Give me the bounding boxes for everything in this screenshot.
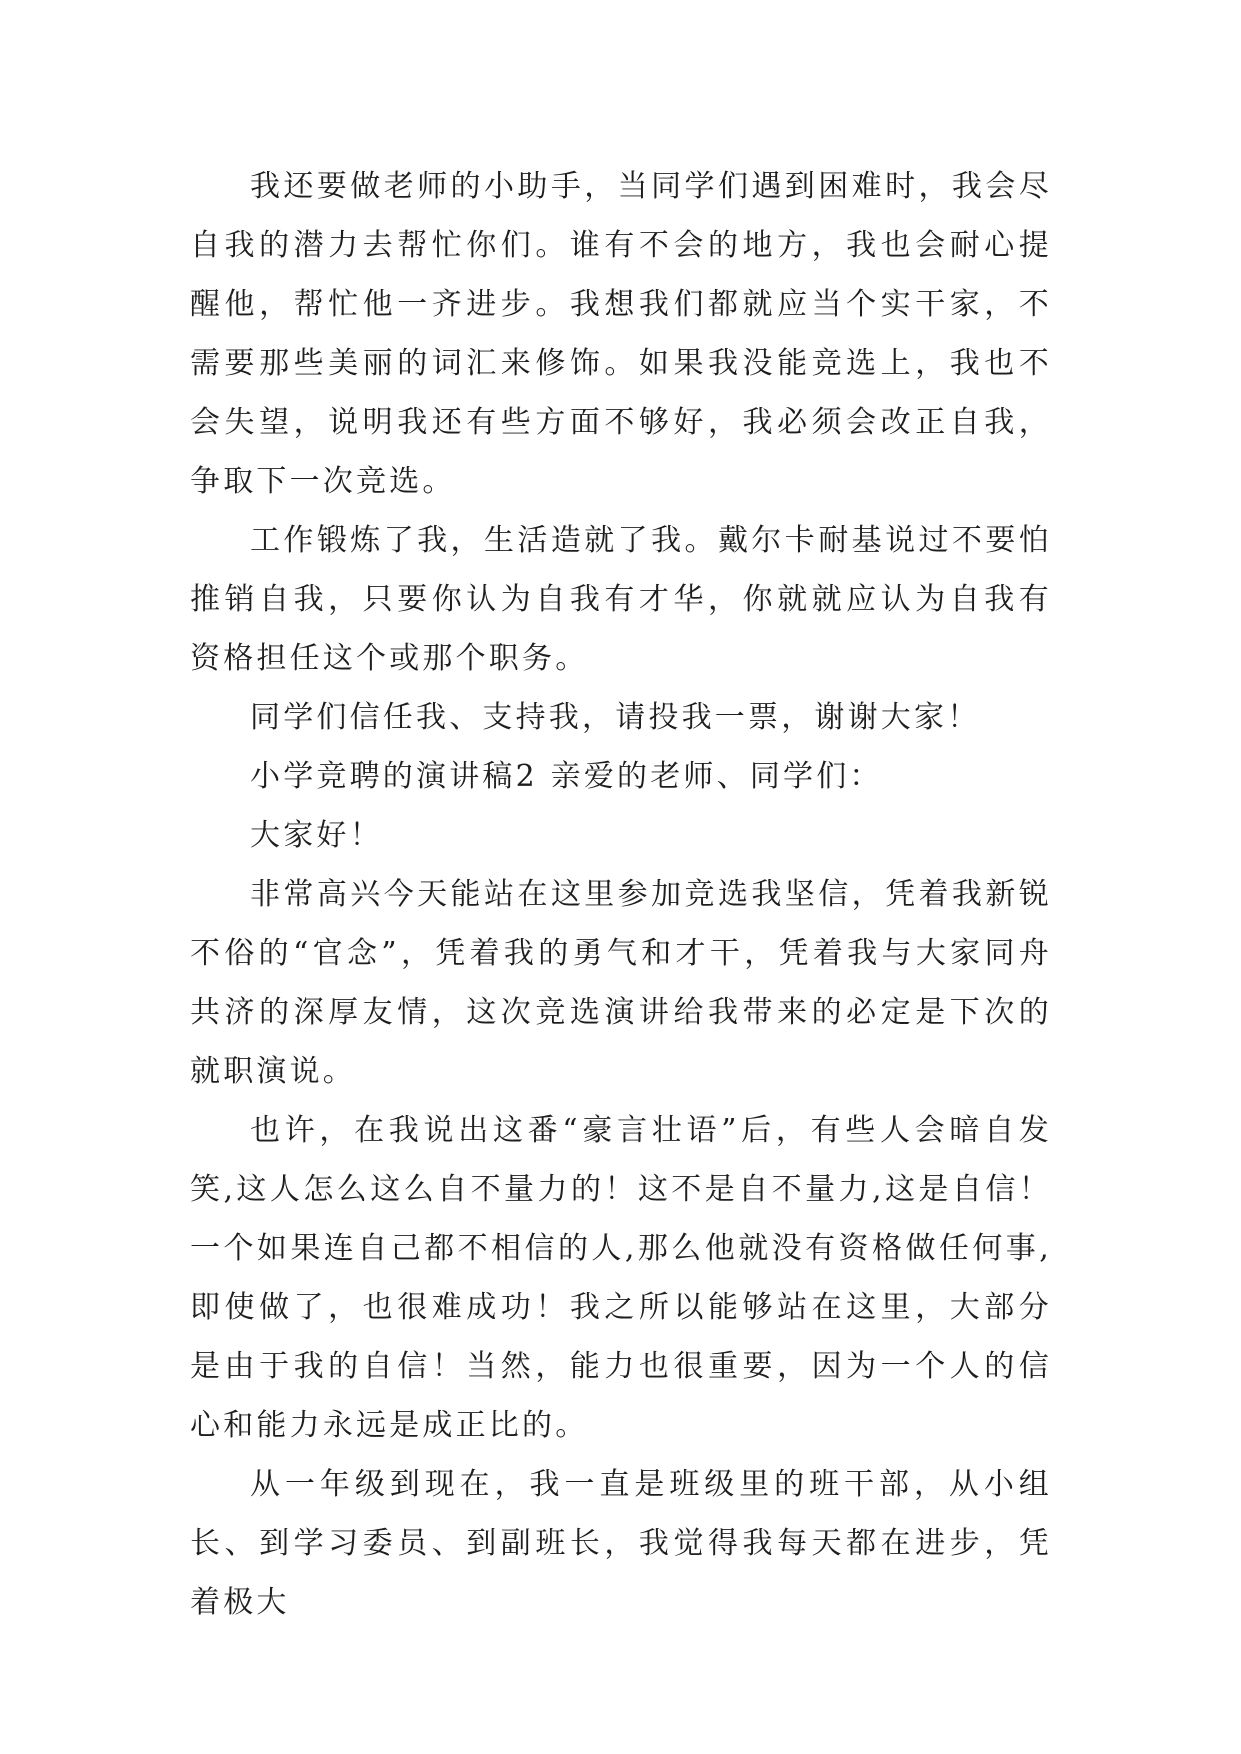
paragraph-happy: 非常高兴今天能站在这里参加竞选我坚信，凭着我新锐不俗的“官念”，凭着我的勇气和才干，凭着我与大家同舟共济的深厚友情，这次竞选演讲给我带来的必定是下次的就职演说。 [190, 877, 1052, 1089]
paragraph-vote: 同学们信任我、支持我，请投我一票，谢谢大家！ [250, 700, 981, 735]
paragraph-assistant: 我还要做老师的小助手，当同学们遇到困难时，我会尽自我的潜力去帮忙你们。谁有不会的地方，我也会耐心提醒他，帮忙他一齐进步。我想我们都就应当个实干家，不需要那些美丽的词汇来修饰。如果我没能竞选上，我也不会失望，说明我还有些方面不够好，我必须会改正自我，争取下一次竞选。 [190, 169, 1052, 499]
paragraph-confidence: 也许，在我说出这番“豪言壮语”后，有些人会暗自发笑,这人怎么这么自不量力的！这不是自不量力,这是自信！一个如果连自己都不相信的人,那么他就没有资格做任何事,即使做了，也很难成功！我之所以能够站在这里，大部分是由于我的自信！当然，能力也很重要，因为一个人的信心和能力永远是成正比的。 [190, 1113, 1052, 1443]
paragraph-experience: 从一年级到现在，我一直是班级里的班干部，从小组长、到学习委员、到副班长，我觉得我每天都在进步，凭着极大 [190, 1467, 1052, 1620]
paragraph-greeting: 大家好！ [250, 818, 383, 853]
document-body [190, 157, 1052, 1632]
paragraph-work: 工作锻炼了我，生活造就了我。戴尔卡耐基说过不要怕推销自我，只要你认为自我有才华，你就就应认为自我有资格担任这个或那个职务。 [190, 523, 1052, 676]
paragraph-speech-title: 小学竞聘的演讲稿2 亲爱的老师、同学们： [250, 759, 883, 794]
